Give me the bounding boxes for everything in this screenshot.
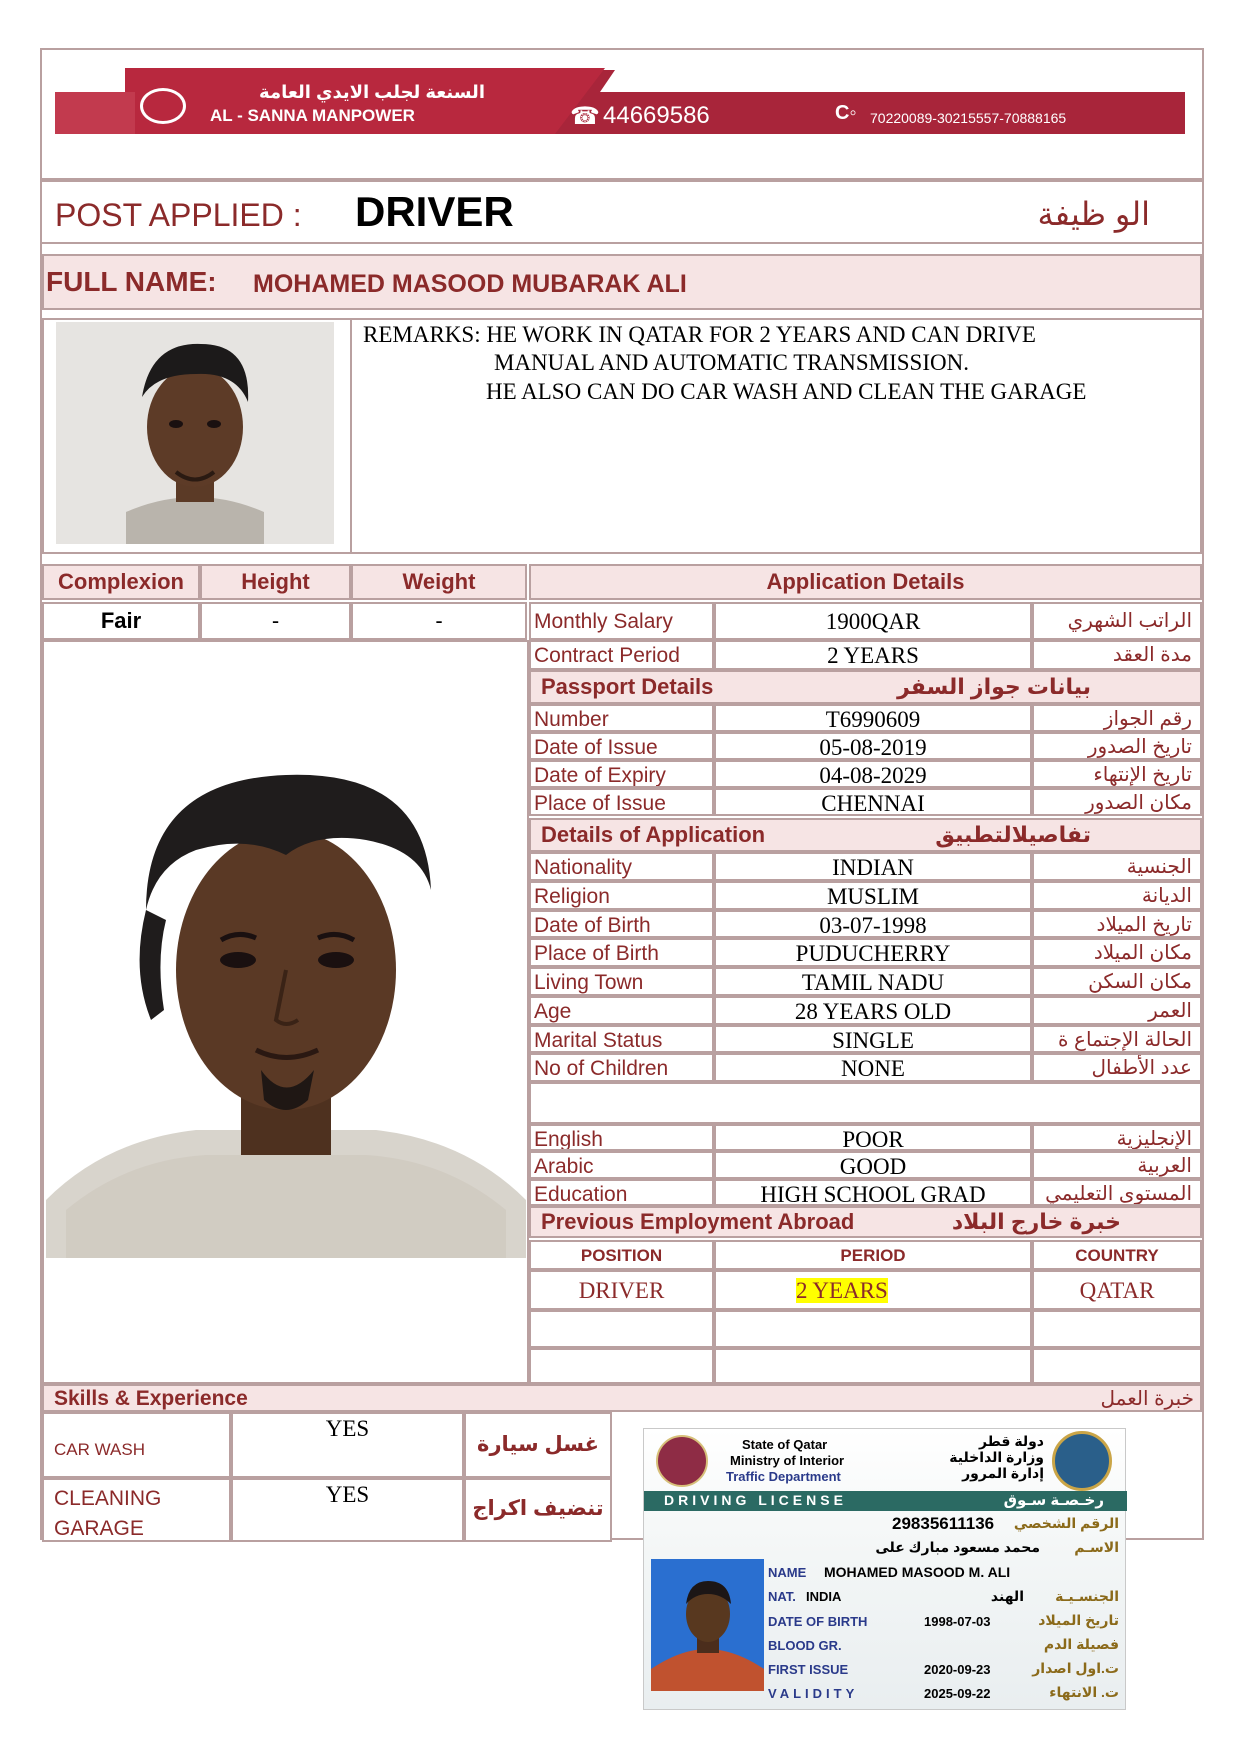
gcc-emblem-icon — [1052, 1431, 1112, 1491]
application-row-label-ar: مكان السكن — [1032, 967, 1202, 996]
license-nat: INDIA — [806, 1589, 842, 1604]
language-row-label: Arabic — [529, 1151, 714, 1178]
company-logo-icon — [140, 88, 186, 124]
qatar-emblem-icon — [656, 1435, 708, 1487]
application-row-value: 03-07-1998 — [714, 910, 1032, 939]
application-row-label-ar: الديانة — [1032, 881, 1202, 910]
phone-icon: ☎ — [570, 103, 600, 130]
language-row-value: POOR — [714, 1124, 1032, 1151]
license-id-label-ar: الرقم الشخصي — [1013, 1515, 1119, 1531]
application-row-value: 28 YEARS OLD — [714, 996, 1032, 1025]
employment-blank-2b — [714, 1348, 1032, 1384]
contract-label-ar: مدة العقد — [1032, 640, 1202, 670]
post-applied-value: DRIVER — [355, 188, 514, 235]
post-applied-label-ar: الو ظيفة — [1037, 196, 1150, 232]
application-header-label: Details of Application — [541, 822, 766, 847]
driving-license-card — [643, 1428, 1126, 1710]
height-header: Height — [200, 564, 351, 600]
license-issue: 2020-09-23 — [924, 1662, 991, 1677]
language-row-label-ar: العربية — [1032, 1151, 1202, 1178]
license-dept-ar: إدارة المرور — [962, 1465, 1044, 1481]
application-row-label: Nationality — [529, 852, 714, 881]
mobile-numbers: 70220089-30215557-70888165 — [870, 110, 1067, 126]
blank-row — [529, 1082, 1202, 1124]
employment-blank-2c — [1032, 1348, 1202, 1384]
skill-value-cleaning-garage: YES — [231, 1478, 464, 1542]
passport-header-label: Passport Details — [541, 674, 714, 699]
skill-label-line-1: CLEANING — [54, 1487, 162, 1510]
application-row-value: PUDUCHERRY — [714, 938, 1032, 967]
passport-header — [529, 670, 1202, 704]
company-name-ar: السنعة لجلب الايدي العامة — [259, 82, 485, 102]
application-row-value: INDIAN — [714, 852, 1032, 881]
phone-number: 44669586 — [603, 102, 710, 129]
complexion-header: Complexion — [42, 564, 200, 600]
passport-row-label: Date of Expiry — [529, 760, 714, 788]
skills-header — [42, 1384, 1202, 1412]
skill-label-cleaning-garage — [42, 1478, 231, 1542]
license-dob-label: DATE OF BIRTH — [768, 1614, 868, 1629]
contract-value: 2 YEARS — [714, 640, 1032, 670]
application-row-label: Living Town — [529, 967, 714, 996]
remarks-line-3: HE ALSO CAN DO CAR WASH AND CLEAN THE GARAGE — [486, 379, 1087, 404]
period-col-header: PERIOD — [714, 1240, 1032, 1270]
language-row-value: HIGH SCHOOL GRAD — [714, 1179, 1032, 1206]
employment-country: QATAR — [1032, 1270, 1202, 1310]
license-name-ar: محمد مسعود مبارك على — [875, 1539, 1040, 1555]
language-row-label: Education — [529, 1179, 714, 1206]
application-row-label-ar: العمر — [1032, 996, 1202, 1025]
license-ministry-ar: وزارة الداخلية — [949, 1449, 1044, 1465]
full-name-value: MOHAMED MASOOD MUBARAK ALI — [253, 270, 687, 298]
license-title-bar — [644, 1491, 1127, 1511]
salary-label: Monthly Salary — [529, 602, 714, 640]
application-row-label: Place of Birth — [529, 938, 714, 967]
application-row-value: SINGLE — [714, 1025, 1032, 1054]
employment-period-cell — [714, 1270, 1032, 1310]
employment-blank-1c — [1032, 1310, 1202, 1348]
application-details-header: Application Details — [529, 564, 1202, 600]
remarks-line-2: MANUAL AND AUTOMATIC TRANSMISSION. — [494, 350, 969, 375]
employment-blank-1a — [529, 1310, 714, 1348]
language-row-value: GOOD — [714, 1151, 1032, 1178]
company-name-en: AL - SANNA MANPOWER — [210, 106, 415, 125]
license-issue-ar: ت.اول اصدار — [1032, 1660, 1119, 1676]
application-row-value: NONE — [714, 1053, 1032, 1082]
application-row-label: Religion — [529, 881, 714, 910]
employment-header — [529, 1206, 1202, 1238]
license-valid-label: VALIDITY — [768, 1686, 859, 1701]
application-row-label-ar: الحالة الإجتماع ة — [1032, 1025, 1202, 1054]
license-state: State of Qatar — [742, 1437, 828, 1452]
application-row-label-ar: عدد الأطفال — [1032, 1053, 1202, 1082]
skill-label-ar-car-wash: غسل سيارة — [464, 1412, 612, 1478]
language-row-label-ar: الإنجليزية — [1032, 1124, 1202, 1151]
license-nat-label: NAT. — [768, 1589, 796, 1604]
license-nat-ar: الهند — [990, 1588, 1024, 1604]
skill-label-ar-cleaning-garage: تنضيف اكراج — [464, 1478, 612, 1542]
contract-label: Contract Period — [529, 640, 714, 670]
application-row-label: Date of Birth — [529, 910, 714, 939]
license-dob-ar: تاريخ الميلاد — [1038, 1612, 1119, 1628]
passport-row-value: CHENNAI — [714, 788, 1032, 816]
application-row-label-ar: الجنسية — [1032, 852, 1202, 881]
employment-blank-2a — [529, 1348, 714, 1384]
license-dept: Traffic Department — [726, 1469, 841, 1484]
application-header — [529, 818, 1202, 852]
license-nat-label-ar: الجنسـيـة — [1055, 1588, 1119, 1604]
skill-label-car-wash: CAR WASH — [42, 1412, 231, 1478]
salary-label-ar: الراتب الشهري — [1032, 602, 1202, 640]
application-row-label: Marital Status — [529, 1025, 714, 1054]
license-dob: 1998-07-03 — [924, 1614, 991, 1629]
employment-blank-1b — [714, 1310, 1032, 1348]
passport-row-label: Place of Issue — [529, 788, 714, 816]
license-ministry: Ministry of Interior — [730, 1453, 845, 1468]
license-name-ar-label: الاسـم — [1074, 1539, 1119, 1555]
full-name-label: FULL NAME: — [46, 266, 217, 297]
skill-value-car-wash: YES — [231, 1412, 464, 1478]
passport-row-value: 04-08-2029 — [714, 760, 1032, 788]
applicant-photo-small — [56, 322, 334, 544]
applicant-photo-large — [46, 760, 526, 1258]
application-row-label: No of Children — [529, 1053, 714, 1082]
application-header-label-ar: تفاصيلالتطبيق — [935, 822, 1091, 847]
license-id: 29835611136 — [892, 1514, 995, 1533]
height-value: - — [200, 602, 351, 640]
license-state-ar: دولة قطر — [978, 1433, 1044, 1449]
remarks-line-1: REMARKS: HE WORK IN QATAR FOR 2 YEARS AND CAN DRIVE — [363, 322, 1036, 347]
employment-header-label: Previous Employment Abroad — [541, 1209, 855, 1234]
weight-value: - — [351, 602, 527, 640]
passport-row-label: Date of Issue — [529, 732, 714, 760]
license-valid-ar: ت. الانتهاء — [1049, 1684, 1119, 1700]
passport-row-value: T6990609 — [714, 704, 1032, 732]
country-col-header: COUNTRY — [1032, 1240, 1202, 1270]
skill-label-line-2: GARAGE — [54, 1517, 144, 1540]
salary-value: 1900QAR — [714, 602, 1032, 640]
application-row-value: TAMIL NADU — [714, 967, 1032, 996]
application-details-column — [529, 602, 1202, 1384]
language-row-label-ar: المستوى التعليمي — [1032, 1179, 1202, 1206]
license-blood-ar: فصيلة الدم — [1043, 1636, 1119, 1652]
skills-header-label: Skills & Experience — [54, 1387, 248, 1410]
passport-row-label-ar: رقم الجواز — [1032, 704, 1202, 732]
employment-header-label-ar: خبرة خارج البلاد — [951, 1209, 1121, 1234]
application-row-label: Age — [529, 996, 714, 1025]
passport-row-label: Number — [529, 704, 714, 732]
application-row-label-ar: تاريخ الميلاد — [1032, 910, 1202, 939]
passport-row-label-ar: مكان الصدور — [1032, 788, 1202, 816]
skills-header-label-ar: خبرة العمل — [1100, 1388, 1194, 1410]
passport-row-label-ar: تاريخ الإنتهاء — [1032, 760, 1202, 788]
license-valid: 2025-09-22 — [924, 1686, 991, 1701]
header-banner — [55, 62, 1185, 136]
passport-row-label-ar: تاريخ الصدور — [1032, 732, 1202, 760]
license-name: MOHAMED MASOOD M. ALI — [824, 1564, 1011, 1580]
license-title-ar: رخـصـة سـوق — [1003, 1492, 1104, 1509]
weight-header: Weight — [351, 564, 527, 600]
application-row-value: MUSLIM — [714, 881, 1032, 910]
mobile-icon: C◦ — [835, 102, 857, 124]
passport-row-value: 05-08-2019 — [714, 732, 1032, 760]
application-row-label-ar: مكان الميلاد — [1032, 938, 1202, 967]
employment-period: 2 YEARS — [796, 1278, 888, 1303]
license-title: DRIVING LICENSE — [664, 1492, 847, 1508]
position-col-header: POSITION — [529, 1240, 714, 1270]
license-issue-label: FIRST ISSUE — [768, 1662, 849, 1677]
complexion-value: Fair — [42, 602, 200, 640]
passport-header-label-ar: بيانات جواز السفر — [897, 674, 1091, 699]
license-photo — [651, 1559, 764, 1691]
license-blood-label: BLOOD GR. — [768, 1638, 842, 1653]
language-row-label: English — [529, 1124, 714, 1151]
post-applied-label: POST APPLIED : — [55, 197, 302, 233]
employment-position: DRIVER — [529, 1270, 714, 1310]
license-name-label: NAME — [768, 1565, 807, 1580]
